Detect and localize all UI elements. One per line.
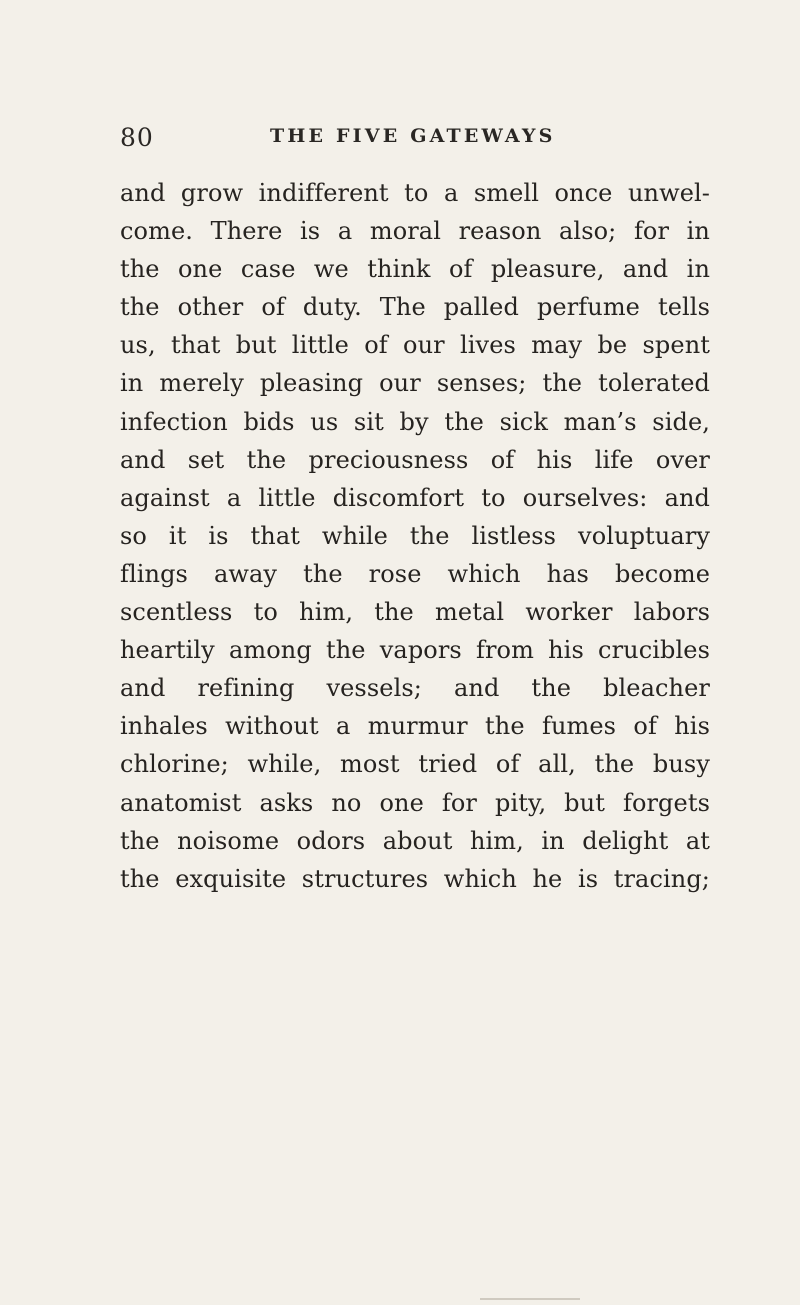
text-line: the exquisite structures which he is tracing; (120, 864, 710, 893)
text-line: chlorine; while, most tried of all, the busy (120, 750, 710, 779)
text-line: the noisome odors about him, in delight at (120, 826, 710, 855)
running-title: THE FIVE GATEWAYS (270, 125, 556, 147)
text-line: scentless to him, the metal worker labors (120, 598, 710, 627)
text-line: and refining vessels; and the bleacher (120, 674, 710, 703)
text-line: us, that but little of our lives may be spent (120, 331, 710, 360)
text-line: and set the preciousness of his life over (120, 445, 710, 474)
text-line: inhales without a murmur the fumes of his (120, 712, 710, 741)
running-head (120, 123, 700, 159)
text-line: the other of duty. The palled perfume tells (120, 293, 710, 322)
text-line: come. There is a moral reason also; for in (120, 217, 710, 246)
text-line: against a little discomfort to ourselves: and (120, 483, 710, 512)
body-text (120, 174, 710, 898)
text-line: in merely pleasing our senses; the tolerated (120, 369, 710, 398)
text-line: heartily among the vapors from his crucibles (120, 636, 710, 665)
text-line: anatomist asks no one for pity, but forgets (120, 788, 710, 817)
scan-edge-mark (480, 1298, 580, 1300)
text-line: infection bids us sit by the sick man’s side, (120, 407, 710, 436)
text-line: the one case we think of pleasure, and in (120, 255, 710, 284)
text-line: flings away the rose which has become (120, 559, 710, 588)
text-line: so it is that while the listless voluptuary (120, 521, 710, 550)
text-line: and grow indifferent to a smell once unwel- (120, 179, 710, 207)
page-number: 80 (120, 123, 154, 152)
